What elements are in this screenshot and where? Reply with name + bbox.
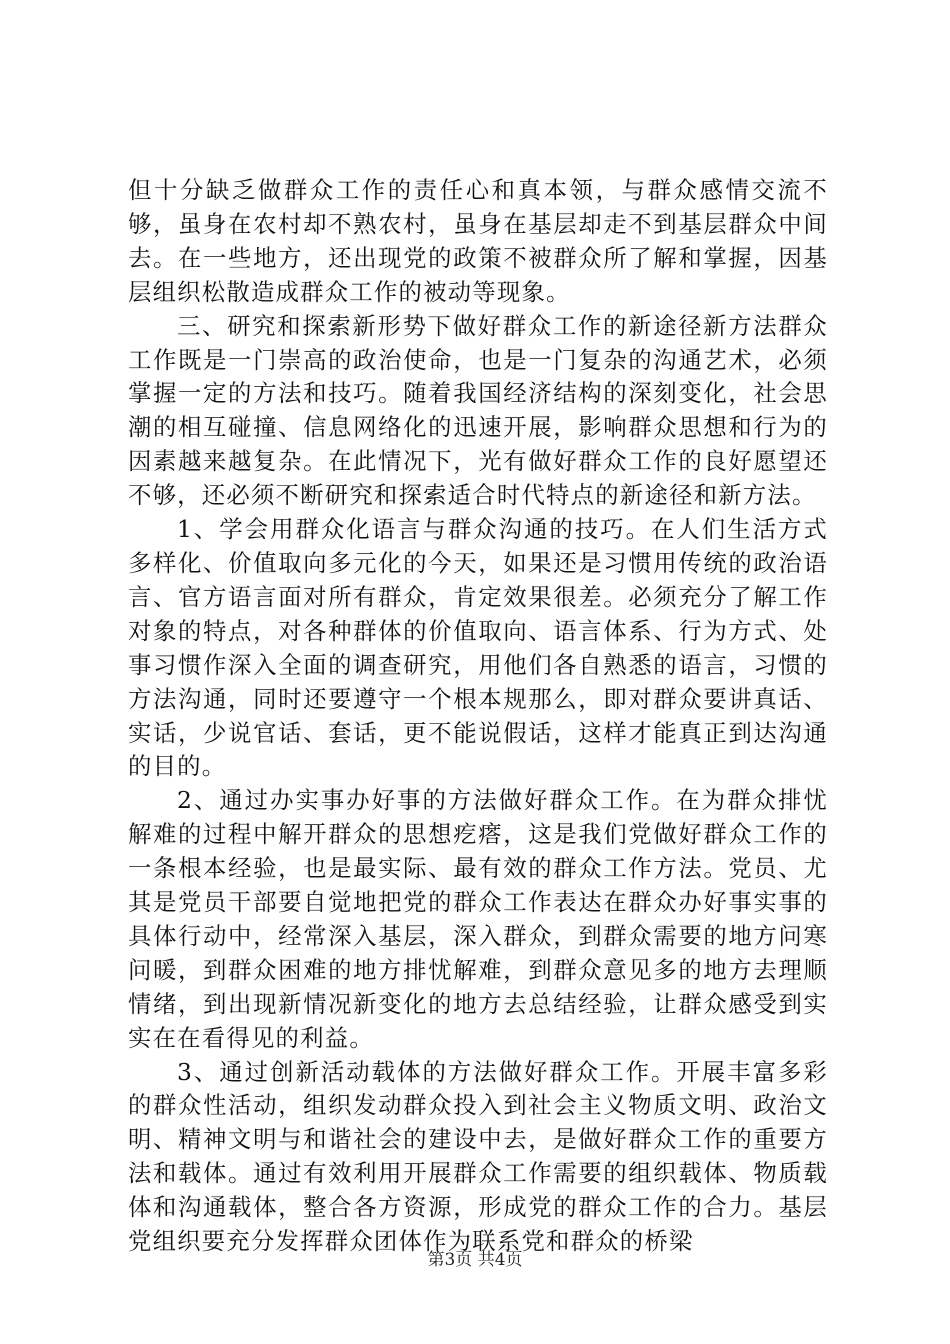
paragraph-item-two: 2、通过办实事办好事的方法做好群众工作。在为群众排忧解难的过程中解开群众的思想疙瘩，这是我们党做好群众工作的一条根本经验，也是最实际、最有效的群众工作方法。党员、尤其是党员干部要自觉地把党的群众工作表达在群众办好事实事的具体行动中，经常深入基层，深入群众，到群众需要的地方问寒问暖，到群众困难的地方排忧解难，到群众意见多的地方去理顺情绪，到出现新情况新变化的地方去总结经验，让群众感受到实实在在看得见的利益。 — [128, 786, 828, 1052]
paragraph-continuation: 但十分缺乏做群众工作的责任心和真本领，与群众感情交流不够，虽身在农村却不熟农村，虽身在基层却走不到基层群众中间去。在一些地方，还出现党的政策不被群众所了解和掌握，因基层组织松散造成群众工作的被动等现象。 — [128, 176, 828, 306]
paragraph-item-three: 3、通过创新活动载体的方法做好群众工作。开展丰富多彩的群众性活动，组织发动群众投入到社会主义物质文明、政治文明、精神文明与和谐社会的建设中去，是做好群众工作的重要方法和载体。通过有效利用开展群众工作需要的组织载体、物质载体和沟通载体，整合各方资源，形成党的群众工作的合力。基层党组织要充分发挥群众团体作为联系党和群众的桥梁 — [128, 1057, 828, 1256]
paragraph-section-three: 三、研究和探索新形势下做好群众工作的新途径新方法群众工作既是一门崇高的政治使命，也是一门复杂的沟通艺术，必须掌握一定的方法和技巧。随着我国经济结构的深刻变化，社会思潮的相互碰撞、信息网络化的迅速开展，影响群众思想和行为的因素越来越复杂。在此情况下，光有做好群众工作的良好愿望还不够，还必须不断研究和探索适合时代特点的新途径和新方法。 — [128, 311, 828, 510]
page-number-footer: 第3页 共4页 — [427, 1250, 523, 1270]
document-body — [128, 174, 828, 1259]
paragraph-item-one: 1、学会用群众化语言与群众沟通的技巧。在人们生活方式多样化、价值取向多元化的今天，如果还是习惯用传统的政治语言、官方语言面对所有群众，肯定效果很差。必须充分了解工作对象的特点，对各种群体的价值取向、语言体系、行为方式、处事习惯作深入全面的调查研究，用他们各自熟悉的语言，习惯的方法沟通，同时还要遵守一个根本规那么，即对群众要讲真话、实话，少说官话、套话，更不能说假话，这样才能真正到达沟通的目的。 — [128, 515, 828, 781]
